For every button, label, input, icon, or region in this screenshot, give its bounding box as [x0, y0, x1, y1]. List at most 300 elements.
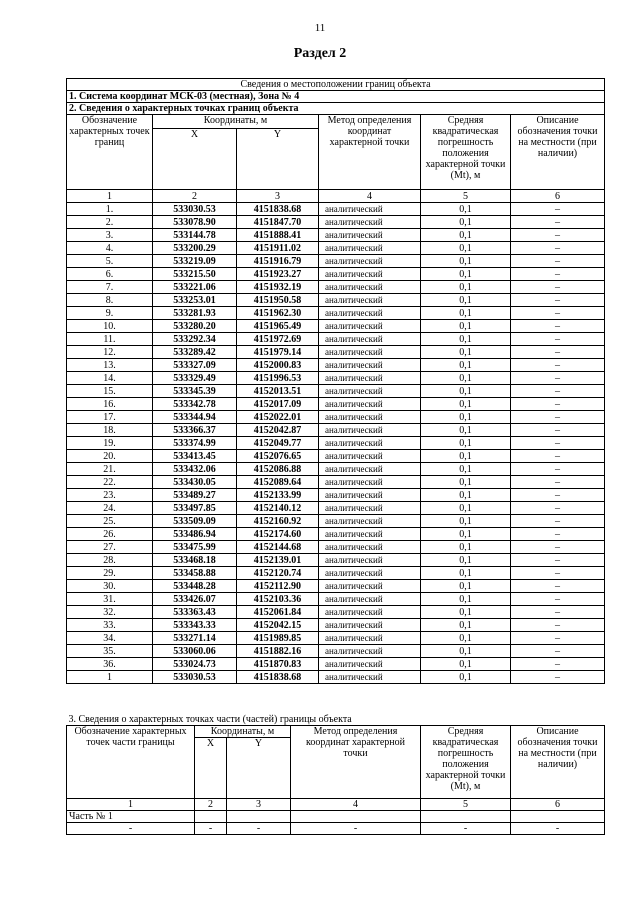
point-number: 10. [67, 320, 153, 333]
method: аналитический [319, 580, 421, 593]
section-title: Раздел 2 [293, 46, 347, 61]
table-row [67, 528, 605, 541]
table-row [67, 411, 605, 424]
method: аналитический [319, 255, 421, 268]
coord-x: 533489.27 [153, 489, 237, 502]
method: аналитический [319, 645, 421, 658]
point-number: 8. [67, 294, 153, 307]
parts-col-number-4: 4 [291, 799, 421, 811]
coord-x: 533327.09 [153, 359, 237, 372]
point-number: 27. [67, 541, 153, 554]
coord-y: 4152140.12 [237, 502, 319, 515]
point-number: 9. [67, 307, 153, 320]
header-designation: Обозначение характерных точек границ [67, 115, 153, 190]
table-row [67, 450, 605, 463]
error: 0,1 [421, 463, 511, 476]
table-row [67, 333, 605, 346]
coord-y: 4151965.49 [237, 320, 319, 333]
method: аналитический [319, 658, 421, 671]
coord-y: 4152174.60 [237, 528, 319, 541]
description: – [511, 203, 605, 216]
table-row [67, 489, 605, 502]
coord-x: 533144.78 [153, 229, 237, 242]
error: 0,1 [421, 216, 511, 229]
description: – [511, 424, 605, 437]
col-number-6: 6 [511, 190, 605, 203]
description: – [511, 671, 605, 684]
description: – [511, 632, 605, 645]
method: аналитический [319, 632, 421, 645]
parts-col-number-6: 6 [511, 799, 605, 811]
part-points-table [66, 714, 605, 835]
method: аналитический [319, 567, 421, 580]
coord-y: 4151847.70 [237, 216, 319, 229]
description: – [511, 268, 605, 281]
coord-y: 4151996.53 [237, 372, 319, 385]
method: аналитический [319, 515, 421, 528]
method: аналитический [319, 606, 421, 619]
method: аналитический [319, 281, 421, 294]
coord-x: 533292.34 [153, 333, 237, 346]
table-row [67, 554, 605, 567]
table-row [67, 398, 605, 411]
error: 0,1 [421, 450, 511, 463]
header-y: Y [237, 129, 319, 190]
table-row [67, 320, 605, 333]
error: 0,1 [421, 580, 511, 593]
point-number: 23. [67, 489, 153, 502]
description: – [511, 255, 605, 268]
coord-y: 4151989.85 [237, 632, 319, 645]
coord-x: 533426.07 [153, 593, 237, 606]
parts-col-number-2: 2 [195, 799, 227, 811]
description: – [511, 554, 605, 567]
point-number: 15. [67, 385, 153, 398]
coord-x: 533215.50 [153, 268, 237, 281]
description: – [511, 567, 605, 580]
coord-x: 533344.94 [153, 411, 237, 424]
point-number: 6. [67, 268, 153, 281]
error: 0,1 [421, 398, 511, 411]
method: аналитический [319, 398, 421, 411]
point-number: 22. [67, 476, 153, 489]
description: – [511, 502, 605, 515]
error: 0,1 [421, 229, 511, 242]
parts-header-description: Описание обозначения точки на местности (при наличии) [511, 726, 605, 799]
error: 0,1 [421, 671, 511, 684]
coord-x: 533342.78 [153, 398, 237, 411]
coord-x: 533448.28 [153, 580, 237, 593]
part-empty-cell: - [67, 823, 195, 835]
coord-x: 533458.88 [153, 567, 237, 580]
coord-y: 4151972.69 [237, 333, 319, 346]
table-row [67, 307, 605, 320]
coord-x: 533486.94 [153, 528, 237, 541]
table-row [67, 632, 605, 645]
method: аналитический [319, 593, 421, 606]
coord-x: 533475.99 [153, 541, 237, 554]
parts-header-error: Средняя квадратическая погрешность положения характерной точки (Mt), м [421, 726, 511, 799]
description: – [511, 528, 605, 541]
description: – [511, 463, 605, 476]
error: 0,1 [421, 476, 511, 489]
point-number: 1. [67, 203, 153, 216]
error: 0,1 [421, 619, 511, 632]
header-method: Метод определения координат характерной точки [319, 115, 421, 190]
error: 0,1 [421, 268, 511, 281]
table-row [67, 359, 605, 372]
coord-y: 4151923.27 [237, 268, 319, 281]
error: 0,1 [421, 372, 511, 385]
coord-y: 4152042.87 [237, 424, 319, 437]
description: – [511, 450, 605, 463]
method: аналитический [319, 476, 421, 489]
method: аналитический [319, 333, 421, 346]
description: – [511, 229, 605, 242]
description: – [511, 242, 605, 255]
coord-x: 533030.53 [153, 203, 237, 216]
table-row [67, 567, 605, 580]
description: – [511, 437, 605, 450]
part-label: Часть № 1 [67, 811, 195, 823]
parts-header-y: Y [227, 738, 291, 799]
table-row [67, 515, 605, 528]
description: – [511, 346, 605, 359]
coord-y: 4152061.84 [237, 606, 319, 619]
point-number: 36. [67, 658, 153, 671]
method: аналитический [319, 359, 421, 372]
part-empty-cell: - [195, 823, 227, 835]
description: – [511, 606, 605, 619]
point-number: 12. [67, 346, 153, 359]
coord-y: 4151888.41 [237, 229, 319, 242]
header-description: Описание обозначения точки на местности (при наличии) [511, 115, 605, 190]
description: – [511, 619, 605, 632]
point-number: 2. [67, 216, 153, 229]
table-row [67, 346, 605, 359]
table-row [67, 502, 605, 515]
error: 0,1 [421, 489, 511, 502]
description: – [511, 541, 605, 554]
point-number: 32. [67, 606, 153, 619]
point-number: 18. [67, 424, 153, 437]
table-row [67, 203, 605, 216]
page-number: 11 [314, 22, 326, 34]
coord-y: 4151882.16 [237, 645, 319, 658]
coord-y: 4151962.30 [237, 307, 319, 320]
coord-y: 4152089.64 [237, 476, 319, 489]
coord-y: 4151838.68 [237, 671, 319, 684]
method: аналитический [319, 216, 421, 229]
error: 0,1 [421, 333, 511, 346]
description: – [511, 372, 605, 385]
point-number: 1 [67, 671, 153, 684]
point-number: 7. [67, 281, 153, 294]
coord-x: 533343.33 [153, 619, 237, 632]
error: 0,1 [421, 385, 511, 398]
table-row [67, 476, 605, 489]
method: аналитический [319, 489, 421, 502]
description: – [511, 476, 605, 489]
coord-y: 4151916.79 [237, 255, 319, 268]
table-row [67, 216, 605, 229]
table-row [67, 658, 605, 671]
coord-y: 4152013.51 [237, 385, 319, 398]
coord-x: 533219.09 [153, 255, 237, 268]
header-error: Средняя квадратическая погрешность положения характерной точки (Mt), м [421, 115, 511, 190]
point-number: 5. [67, 255, 153, 268]
description: – [511, 398, 605, 411]
coord-y: 4152112.90 [237, 580, 319, 593]
coord-x: 533413.45 [153, 450, 237, 463]
method: аналитический [319, 463, 421, 476]
point-number: 14. [67, 372, 153, 385]
error: 0,1 [421, 294, 511, 307]
method: аналитический [319, 541, 421, 554]
method: аналитический [319, 307, 421, 320]
point-number: 16. [67, 398, 153, 411]
coord-x: 533468.18 [153, 554, 237, 567]
description: – [511, 307, 605, 320]
table-row [67, 372, 605, 385]
coord-y: 4152086.88 [237, 463, 319, 476]
coord-x: 533221.06 [153, 281, 237, 294]
coord-x: 533253.01 [153, 294, 237, 307]
point-number: 25. [67, 515, 153, 528]
description: – [511, 333, 605, 346]
table-row [67, 619, 605, 632]
error: 0,1 [421, 242, 511, 255]
description: – [511, 281, 605, 294]
point-number: 11. [67, 333, 153, 346]
table-row [67, 580, 605, 593]
error: 0,1 [421, 606, 511, 619]
method: аналитический [319, 411, 421, 424]
description: – [511, 294, 605, 307]
coord-y: 4152139.01 [237, 554, 319, 567]
parts-section-line: 3. Сведения о характерных точках части (частей) границы объекта [67, 714, 605, 726]
method: аналитический [319, 320, 421, 333]
point-number: 28. [67, 554, 153, 567]
description: – [511, 359, 605, 372]
coord-x: 533366.37 [153, 424, 237, 437]
coord-y: 4152042.15 [237, 619, 319, 632]
point-number: 33. [67, 619, 153, 632]
point-number: 30. [67, 580, 153, 593]
point-number: 35. [67, 645, 153, 658]
table-row [67, 463, 605, 476]
method: аналитический [319, 385, 421, 398]
coord-x: 533200.29 [153, 242, 237, 255]
coord-y: 4152022.01 [237, 411, 319, 424]
coord-x: 533345.39 [153, 385, 237, 398]
method: аналитический [319, 502, 421, 515]
point-number: 34. [67, 632, 153, 645]
description: – [511, 411, 605, 424]
error: 0,1 [421, 307, 511, 320]
point-number: 19. [67, 437, 153, 450]
description: – [511, 216, 605, 229]
table-row [67, 437, 605, 450]
method: аналитический [319, 229, 421, 242]
coord-y: 4152017.09 [237, 398, 319, 411]
method: аналитический [319, 346, 421, 359]
table-row [67, 281, 605, 294]
error: 0,1 [421, 502, 511, 515]
description: – [511, 593, 605, 606]
coord-x: 533024.73 [153, 658, 237, 671]
coord-y: 4151979.14 [237, 346, 319, 359]
description: – [511, 320, 605, 333]
table-row [67, 593, 605, 606]
coord-x: 533497.85 [153, 502, 237, 515]
error: 0,1 [421, 437, 511, 450]
parts-header-x: X [195, 738, 227, 799]
error: 0,1 [421, 528, 511, 541]
coord-x: 533363.43 [153, 606, 237, 619]
method: аналитический [319, 671, 421, 684]
header-x: X [153, 129, 237, 190]
points-section-line: 2. Сведения о характерных точках границ объекта [67, 103, 605, 115]
col-number-2: 2 [153, 190, 237, 203]
coord-x: 533078.90 [153, 216, 237, 229]
table-row [67, 671, 605, 684]
error: 0,1 [421, 411, 511, 424]
table-row [67, 606, 605, 619]
error: 0,1 [421, 424, 511, 437]
description: – [511, 515, 605, 528]
table-row [67, 294, 605, 307]
coord-x: 533280.20 [153, 320, 237, 333]
header-coords: Координаты, м [153, 115, 319, 129]
col-number-5: 5 [421, 190, 511, 203]
coord-x: 533432.06 [153, 463, 237, 476]
point-number: 17. [67, 411, 153, 424]
table-caption: Сведения о местоположении границ объекта [67, 79, 605, 91]
table-row [67, 385, 605, 398]
error: 0,1 [421, 593, 511, 606]
point-number: 20. [67, 450, 153, 463]
description: – [511, 658, 605, 671]
point-number: 21. [67, 463, 153, 476]
method: аналитический [319, 424, 421, 437]
method: аналитический [319, 203, 421, 216]
coord-x: 533509.09 [153, 515, 237, 528]
coord-y: 4151838.68 [237, 203, 319, 216]
coord-y: 4151950.58 [237, 294, 319, 307]
parts-header-method: Метод определения координат характерной точки [291, 726, 421, 799]
error: 0,1 [421, 320, 511, 333]
error: 0,1 [421, 658, 511, 671]
method: аналитический [319, 619, 421, 632]
table-row [67, 268, 605, 281]
coord-x: 533030.53 [153, 671, 237, 684]
coord-y: 4152144.68 [237, 541, 319, 554]
coord-x: 533374.99 [153, 437, 237, 450]
col-number-4: 4 [319, 190, 421, 203]
error: 0,1 [421, 203, 511, 216]
part-empty-cell: - [421, 823, 511, 835]
error: 0,1 [421, 554, 511, 567]
error: 0,1 [421, 515, 511, 528]
coord-x: 533271.14 [153, 632, 237, 645]
error: 0,1 [421, 255, 511, 268]
description: – [511, 385, 605, 398]
parts-col-number-5: 5 [421, 799, 511, 811]
table-row [67, 645, 605, 658]
method: аналитический [319, 554, 421, 567]
coordinate-system-line: 1. Система координат МСК-03 (местная), Зона № 4 [67, 91, 605, 103]
table-row [67, 255, 605, 268]
col-number-1: 1 [67, 190, 153, 203]
coord-y: 4152049.77 [237, 437, 319, 450]
table-row [67, 424, 605, 437]
point-number: 3. [67, 229, 153, 242]
method: аналитический [319, 372, 421, 385]
error: 0,1 [421, 632, 511, 645]
point-number: 13. [67, 359, 153, 372]
coord-y: 4152120.74 [237, 567, 319, 580]
boundary-points-table [66, 78, 605, 684]
part-empty-cell: - [227, 823, 291, 835]
description: – [511, 489, 605, 502]
parts-header-designation: Обозначение характерных точек части границы [67, 726, 195, 799]
coord-x: 533430.05 [153, 476, 237, 489]
coord-y: 4152133.99 [237, 489, 319, 502]
coord-y: 4151932.19 [237, 281, 319, 294]
error: 0,1 [421, 541, 511, 554]
coord-y: 4151911.02 [237, 242, 319, 255]
method: аналитический [319, 242, 421, 255]
description: – [511, 645, 605, 658]
coord-x: 533289.42 [153, 346, 237, 359]
part-empty-cell: - [511, 823, 605, 835]
col-number-3: 3 [237, 190, 319, 203]
coord-y: 4151870.83 [237, 658, 319, 671]
table-row [67, 242, 605, 255]
coord-x: 533060.06 [153, 645, 237, 658]
error: 0,1 [421, 281, 511, 294]
part-empty-cell: - [291, 823, 421, 835]
coord-x: 533329.49 [153, 372, 237, 385]
point-number: 4. [67, 242, 153, 255]
point-number: 24. [67, 502, 153, 515]
description: – [511, 580, 605, 593]
coord-x: 533281.93 [153, 307, 237, 320]
coord-y: 4152076.65 [237, 450, 319, 463]
point-number: 26. [67, 528, 153, 541]
method: аналитический [319, 528, 421, 541]
coord-y: 4152000.83 [237, 359, 319, 372]
parts-header-coords: Координаты, м [195, 726, 291, 738]
error: 0,1 [421, 346, 511, 359]
method: аналитический [319, 437, 421, 450]
error: 0,1 [421, 359, 511, 372]
method: аналитический [319, 450, 421, 463]
method: аналитический [319, 268, 421, 281]
parts-col-number-3: 3 [227, 799, 291, 811]
table-row [67, 541, 605, 554]
coord-y: 4152103.36 [237, 593, 319, 606]
table-row [67, 229, 605, 242]
coord-y: 4152160.92 [237, 515, 319, 528]
error: 0,1 [421, 645, 511, 658]
method: аналитический [319, 294, 421, 307]
error: 0,1 [421, 567, 511, 580]
parts-col-number-1: 1 [67, 799, 195, 811]
point-number: 29. [67, 567, 153, 580]
point-number: 31. [67, 593, 153, 606]
